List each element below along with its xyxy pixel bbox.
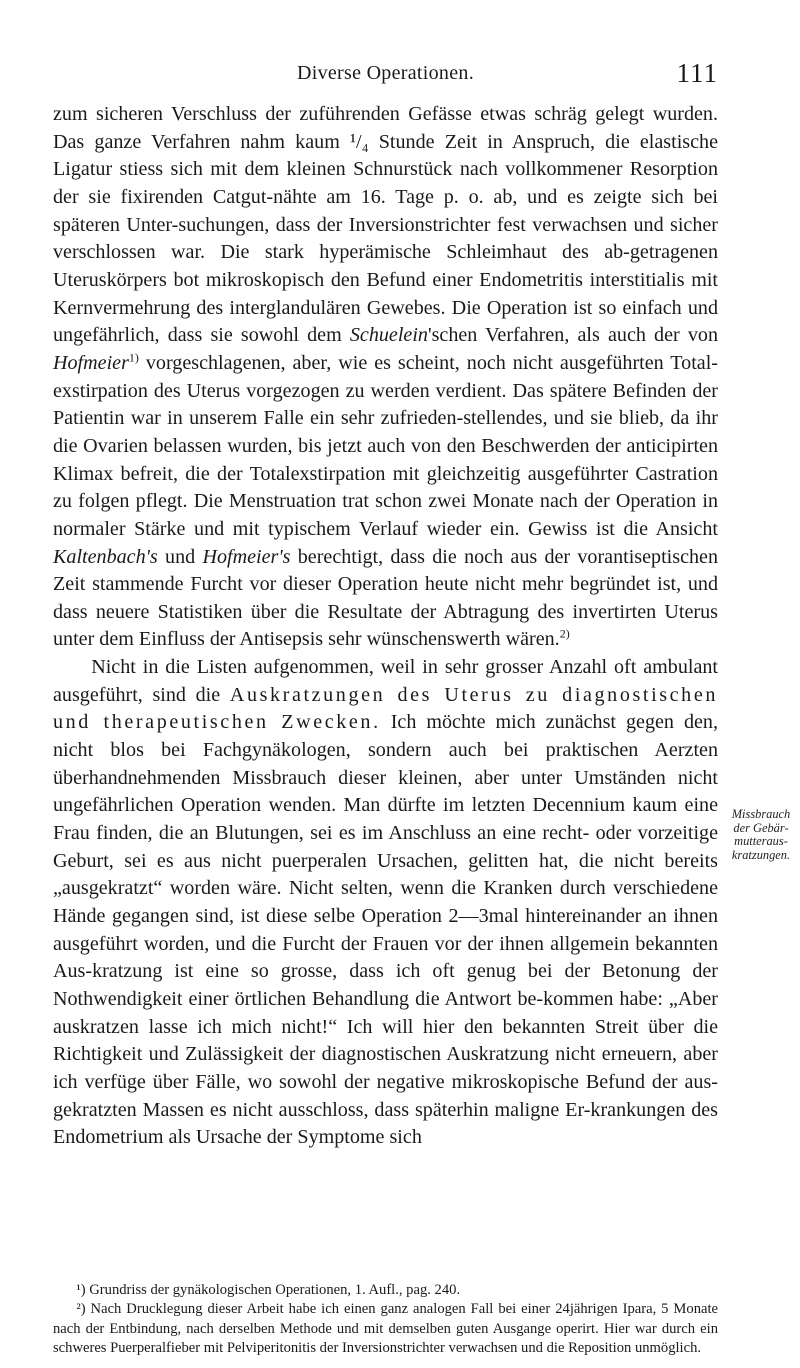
- emphasized-heading: Auskratzungen des Uterus zu diagnostischen und therapeutischen Zwecken.: [53, 683, 718, 734]
- body-text: [53, 101, 718, 1152]
- author-name: Hofmeier's: [202, 545, 291, 568]
- text-run: berechtigt, dass die noch aus der vorantiseptischen Zeit stammende Furcht vor dieser Operation heute nicht mehr begründet ist, und dass neuere Statistiken über die Resultate der Abtragung des invertirten Uterus unter dem Einfluss der Antisepsis sehr wünschenswerth wären.: [53, 545, 719, 651]
- text-run: und: [157, 545, 203, 568]
- footnote-2: ²) Nach Drucklegung dieser Arbeit habe ich einen ganz analogen Fall bei einer 24jährigen Ipara, 5 Monate nach der Entbindung, nach derselben Methode und mit demselben guten Ausgange operirt. Hier war durch ein schweres Puerperalfieber mit Pelviperitonitis der Inversionstrichter verwachsen und die Reposition unmöglich.: [53, 1301, 718, 1356]
- author-name: Hofmeier: [53, 351, 129, 374]
- margin-note: [725, 808, 797, 862]
- text-run: Ich möchte mich zunächst gegen den, nicht blos bei Fachgynäkologen, sondern auch bei praktischen Aerzten überhandnehmenden Missbrauch dieser kleinen, aber unter Umständen nicht ungefährlichen Operation wenden. Man dürfte im letzten Decennium kaum eine Frau finden, die an Blutungen, sei es im Anschluss an eine recht- oder vorzeitige Geburt, sei es aus nicht puerperalen Ursachen, gelitten hat, die nicht bereits „ausgekratzt“ worden wäre. Nicht selten, wenn die Kranken durch verschiedene Hände gegangen sind, ist diese selbe Operation 2—3mal hintereinander an ihnen ausgeführt worden, und die Furcht der Frauen vor der ihnen allgemein bekannten Aus-kratzung ist eine so grosse, dass ich oft genug bei der Betonung der Nothwendigkeit einer örtlichen Behandlung die Antwort be-kommen habe: „Aber auskratzen lasse ich mich nicht!“ Ich will hier den bekannten Streit über die Richtigkeit und Zulässigkeit der diagnostischen Auskratzung nicht erneuern, aber ich verfüge über Fälle, wo sowohl der negative mikroskopische Befund der aus-gekratzten Massen es nicht ausschloss, dass späterhin maligne Er-krankungen des Endometrium als Ursache der Symptome sich: [53, 711, 719, 1149]
- footnote-ref-2[interactable]: 2): [559, 626, 570, 641]
- text-run: vorgeschlagenen, aber, wie es scheint, noch nicht ausgeführten Total-exstirpation des Uterus vorgezogen zu werden verdient. Das spätere Befinden der Patientin war in unserem Falle ein sehr zufrieden-stellendes, und sie blieb, da ihr die Ovarien belassen wurden, bis jetzt auch von den Beschwerden der anticipirten Klimax befreit, die der Totalexstirpation mit gleichzeitig ausgeführter Castration zu folgen pflegt. Die Menstruation trat schon zwei Monate nach der Operation in normaler Stärke und mit typischem Verlauf wieder ein. Gewiss ist die Ansicht: [53, 351, 718, 540]
- footnotes: [53, 1281, 718, 1358]
- paragraph-2: [53, 654, 718, 1152]
- margin-note-line: kratzungen.: [731, 847, 791, 862]
- page-header: [53, 58, 718, 92]
- margin-note-line: mutteraus-: [734, 834, 788, 849]
- text-run: zum sicheren Verschluss der zuführenden Gefässe etwas schräg gelegt wurden. Das ganze Verfahren nahm kaum: [53, 103, 718, 153]
- author-name: Kaltenbach's: [53, 545, 158, 568]
- text-run: Nicht in die Listen aufgenommen, weil in sehr grosser Anzahl oft ambulant ausgeführt, sind die: [53, 656, 718, 706]
- running-head: Diverse Operationen.: [296, 62, 475, 84]
- footnote-1: ¹) Grundriss der gynäkologischen Operationen, 1. Aufl., pag. 240.: [76, 1282, 461, 1298]
- footnote-ref-1[interactable]: 1): [128, 350, 139, 365]
- paragraph-1: [53, 101, 718, 654]
- text-run: 'schen Verfahren, als auch der von: [427, 324, 718, 347]
- page-number: 111: [676, 58, 718, 88]
- margin-note-line: Missbrauch: [731, 807, 791, 821]
- margin-note-line: der Gebär-: [733, 820, 789, 835]
- fraction-quarter: ¹/₄: [349, 130, 369, 153]
- text-run: Stunde Zeit in Anspruch, die elastische Ligatur stiess sich mit dem kleinen Schnurstück nach vollkommener Resorption der sie fixirenden Catgut-nähte am 16. Tage p. o. ab, und es zeigte sich bei späteren Unter-suchungen, dass der Inversionstrichter fest verwachsen und sicher verschlossen war. Die stark hyperämische Schleimhaut des ab-getragenen Uteruskörpers bot mikroskopisch den Befund einer Endometritis interstitialis mit Kernvermehrung des interglandulären Gewebes. Die Operation ist so einfach und ungefährlich, dass sie sowohl dem: [53, 130, 718, 347]
- author-name: Schuelein: [349, 324, 428, 347]
